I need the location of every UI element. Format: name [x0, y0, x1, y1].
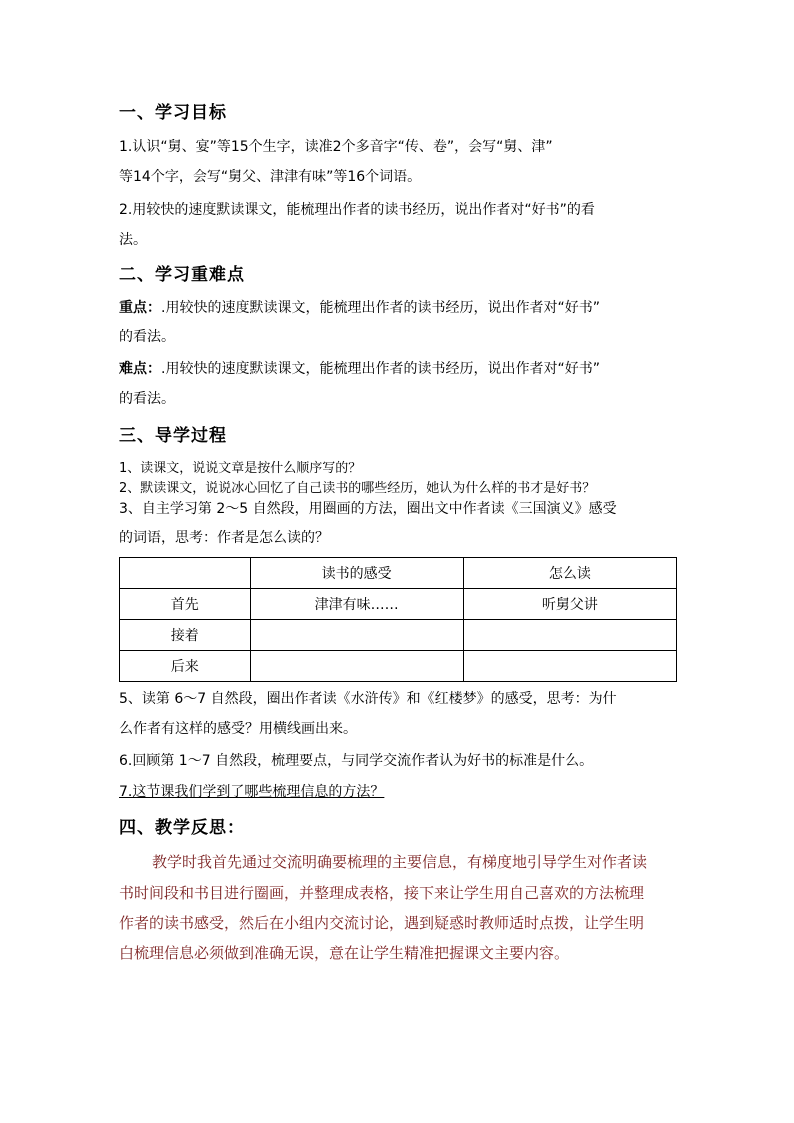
table-cell: 听舅父讲: [463, 589, 676, 620]
table-cell: [250, 620, 463, 651]
table-header-cell: [120, 558, 251, 589]
difficult-point-label: 难点：: [119, 361, 161, 377]
table-cell: 津津有味……: [250, 589, 463, 620]
goal-line-1: 1.认识“舅、宴”等15个生字，读准2个多音字“传、卷”，会写“舅、津”: [119, 139, 553, 155]
question-5-line-2: 么作者有这样的感受？用横线画出来。: [119, 721, 357, 737]
key-point-label: 重点：: [119, 300, 161, 316]
table-cell: 首先: [120, 589, 251, 620]
reflection-line-4: 白梳理信息必须做到准确无误，意在让学生精准把握课文主要内容。: [119, 944, 570, 962]
goal-line-3: 2.用较快的速度默读课文，能梳理出作者的读书经历，说出作者对“好书”的看: [119, 202, 595, 218]
question-3-line-2: 的词语，思考：作者是怎么读的？: [119, 530, 329, 546]
key-point-line: [119, 297, 600, 317]
section2-heading: 二、学习重难点: [119, 265, 245, 285]
table-header-cell: 读书的感受: [250, 558, 463, 589]
difficult-point-line: [119, 358, 600, 378]
table-cell: [463, 651, 676, 682]
question-5-line-1: 5、读第 6～7 自然段，圈出作者读《水浒传》和《红楼梦》的感受，思考：为什: [119, 691, 617, 707]
table-row: [120, 651, 677, 682]
key-point-text: .用较快的速度默读课文，能梳理出作者的读书经历，说出作者对“好书”: [161, 300, 600, 316]
section1-heading: 一、学习目标: [119, 103, 227, 123]
question-3-line-1: 3、自主学习第 2～5 自然段，用圈画的方法，圈出文中作者读《三国演义》感受: [119, 501, 617, 517]
table-row: [120, 620, 677, 651]
difficult-point-text-2: 的看法。: [119, 391, 175, 407]
table-cell: 接着: [120, 620, 251, 651]
reflection-line-1: 教学时我首先通过交流明确要梳理的主要信息，有梯度地引导学生对作者读: [152, 853, 648, 871]
table-header-row: [120, 558, 677, 589]
table-header-cell: 怎么读: [463, 558, 676, 589]
reading-table: [119, 557, 677, 682]
section4-heading: 四、教学反思：: [119, 818, 245, 838]
table-cell: [250, 651, 463, 682]
reflection-line-3: 作者的读书感受，然后在小组内交流讨论，遇到疑惑时教师适时点拨，让学生明: [119, 914, 645, 932]
goal-line-2: 等14个字，会写“舅父、津津有味”等16个词语。: [119, 169, 422, 185]
goal-line-4: 法。: [119, 232, 147, 248]
section3-heading: 三、导学过程: [119, 426, 227, 446]
question-7: 7.这节课我们学到了哪些梳理信息的方法？: [119, 784, 385, 800]
key-point-text-2: 的看法。: [119, 329, 175, 345]
question-1: 1、读课文，说说文章是按什么顺序写的？: [119, 461, 362, 476]
reflection-line-2: 书时间段和书目进行圈画，并整理成表格，接下来让学生用自己喜欢的方法梳理: [119, 884, 645, 902]
difficult-point-text: .用较快的速度默读课文，能梳理出作者的读书经历，说出作者对“好书”: [161, 361, 600, 377]
table-cell: 后来: [120, 651, 251, 682]
table-row: [120, 589, 677, 620]
question-6: 6.回顾第 1～7 自然段，梳理要点，与同学交流作者认为好书的标准是什么。: [119, 753, 594, 769]
table-cell: [463, 620, 676, 651]
question-2: 2、默读课文，说说冰心回忆了自己读书的哪些经历，她认为什么样的书才是好书？: [119, 481, 596, 496]
